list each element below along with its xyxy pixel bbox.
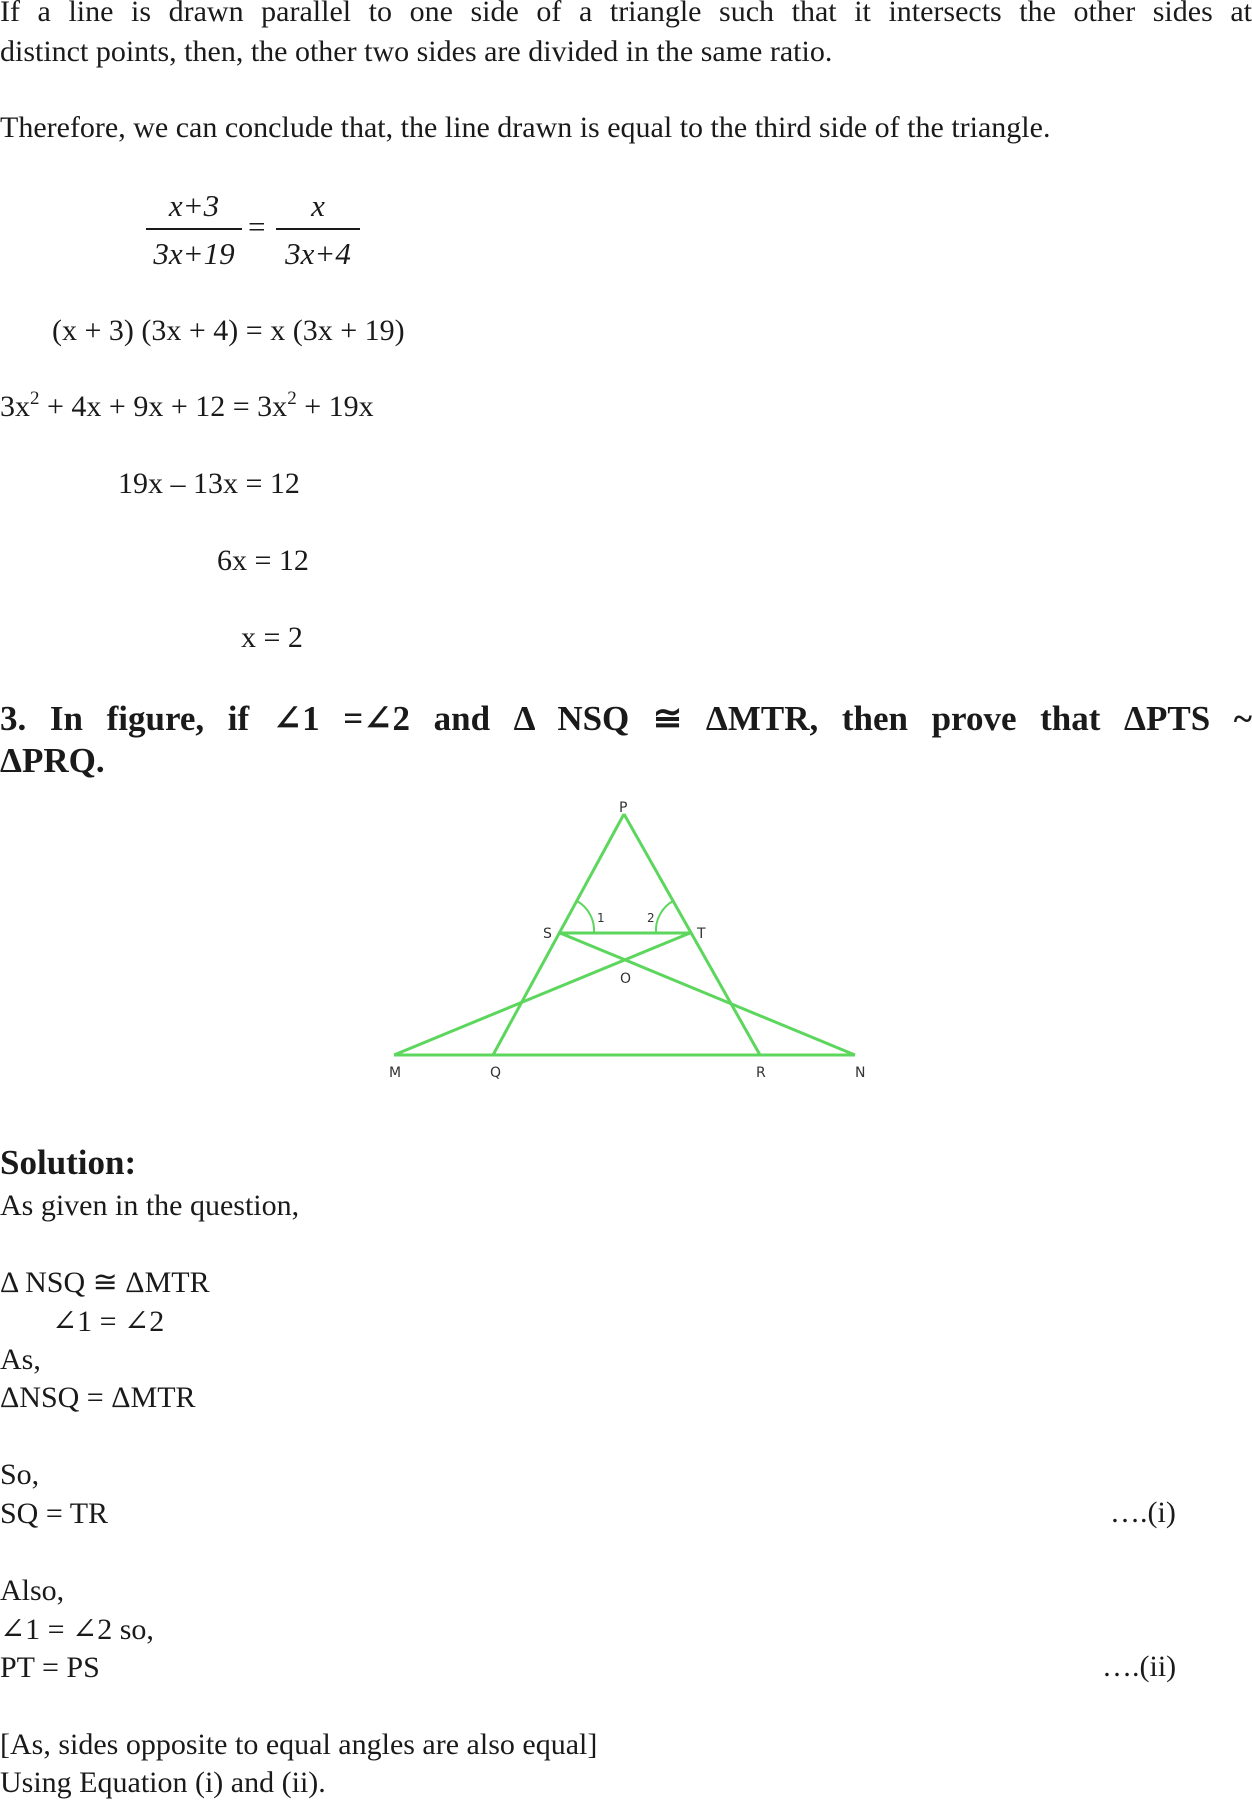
solution-line-3: ∠1 = ∠2 [52,1305,165,1338]
fraction-left [146,188,242,272]
fraction-right-numerator: x [311,188,325,223]
fraction-left-denominator: 3x+19 [153,236,235,271]
question-line-1: 3. In figure, if ∠1 =∠2 and Δ NSQ ≅ ΔMTR, then prove that ΔPTS ~ [0,699,1252,738]
line-MT [394,933,690,1055]
step-2-part-a: 3x [0,390,30,423]
step-2 [0,389,374,425]
label-S: S [543,926,552,942]
equation-ref-1: ….(i) [1110,1496,1176,1529]
label-angle-1: 1 [597,911,605,925]
angle-1-arc [577,901,594,933]
question-line-2: ΔPRQ. [0,741,105,780]
equation-ref-2: ….(ii) [1102,1650,1177,1683]
step-2-sup-2: 2 [287,388,297,409]
figure-lines [394,814,855,1055]
solution-line-6: So, [0,1458,40,1491]
fraction-equals: = [248,209,266,244]
step-5: x = 2 [241,621,303,654]
step-2-part-b: + 4x + 9x + 12 = 3x [39,390,288,423]
solution-line-10: PT = PS [0,1651,100,1684]
solution-heading: Solution: [0,1143,137,1182]
solution-line-2: Δ NSQ ≅ ΔMTR [0,1266,210,1299]
solution-line-1: As given in the question, [0,1189,300,1222]
step-1: (x + 3) (3x + 4) = x (3x + 19) [52,314,405,347]
solution-line-12: Using Equation (i) and (ii). [0,1766,326,1799]
line-PR [624,814,760,1055]
solution-line-7: SQ = TR [0,1497,109,1530]
line-PQ [493,814,624,1055]
step-2-sup-1: 2 [30,388,40,409]
solution-line-8: Also, [0,1574,65,1607]
label-M: M [389,1065,402,1081]
solution-line-4: As, [0,1343,41,1376]
label-R: R [756,1065,766,1081]
label-angle-2: 2 [647,911,655,925]
label-O: O [620,971,632,987]
step-3: 19x – 13x = 12 [118,467,300,500]
label-P: P [619,800,628,816]
label-Q: Q [490,1065,502,1081]
solution-line-5: ΔNSQ = ΔMTR [0,1381,196,1414]
fraction-left-numerator: x+3 [168,188,220,223]
intro-line-2: distinct points, then, the other two sides are divided in the same ratio. [0,35,833,68]
step-4: 6x = 12 [217,544,309,577]
intro-line-1: If a line is drawn parallel to one side of a triangle such that it intersects the other sides at [0,0,1252,28]
fraction-right [276,188,360,272]
solution-line-9: ∠1 = ∠2 so, [0,1613,154,1646]
label-T: T [697,926,706,942]
fraction-right-denominator: 3x+4 [285,236,351,271]
angle-arcs [577,901,673,933]
line-SN [560,933,855,1055]
intro-conclusion: Therefore, we can conclude that, the line drawn is equal to the third side of the triangle. [0,111,1051,144]
angle-2-arc [656,901,673,933]
solution-line-11: [As, sides opposite to equal angles are also equal] [0,1728,598,1761]
step-2-part-c: + 19x [296,390,374,423]
label-N: N [855,1065,866,1081]
